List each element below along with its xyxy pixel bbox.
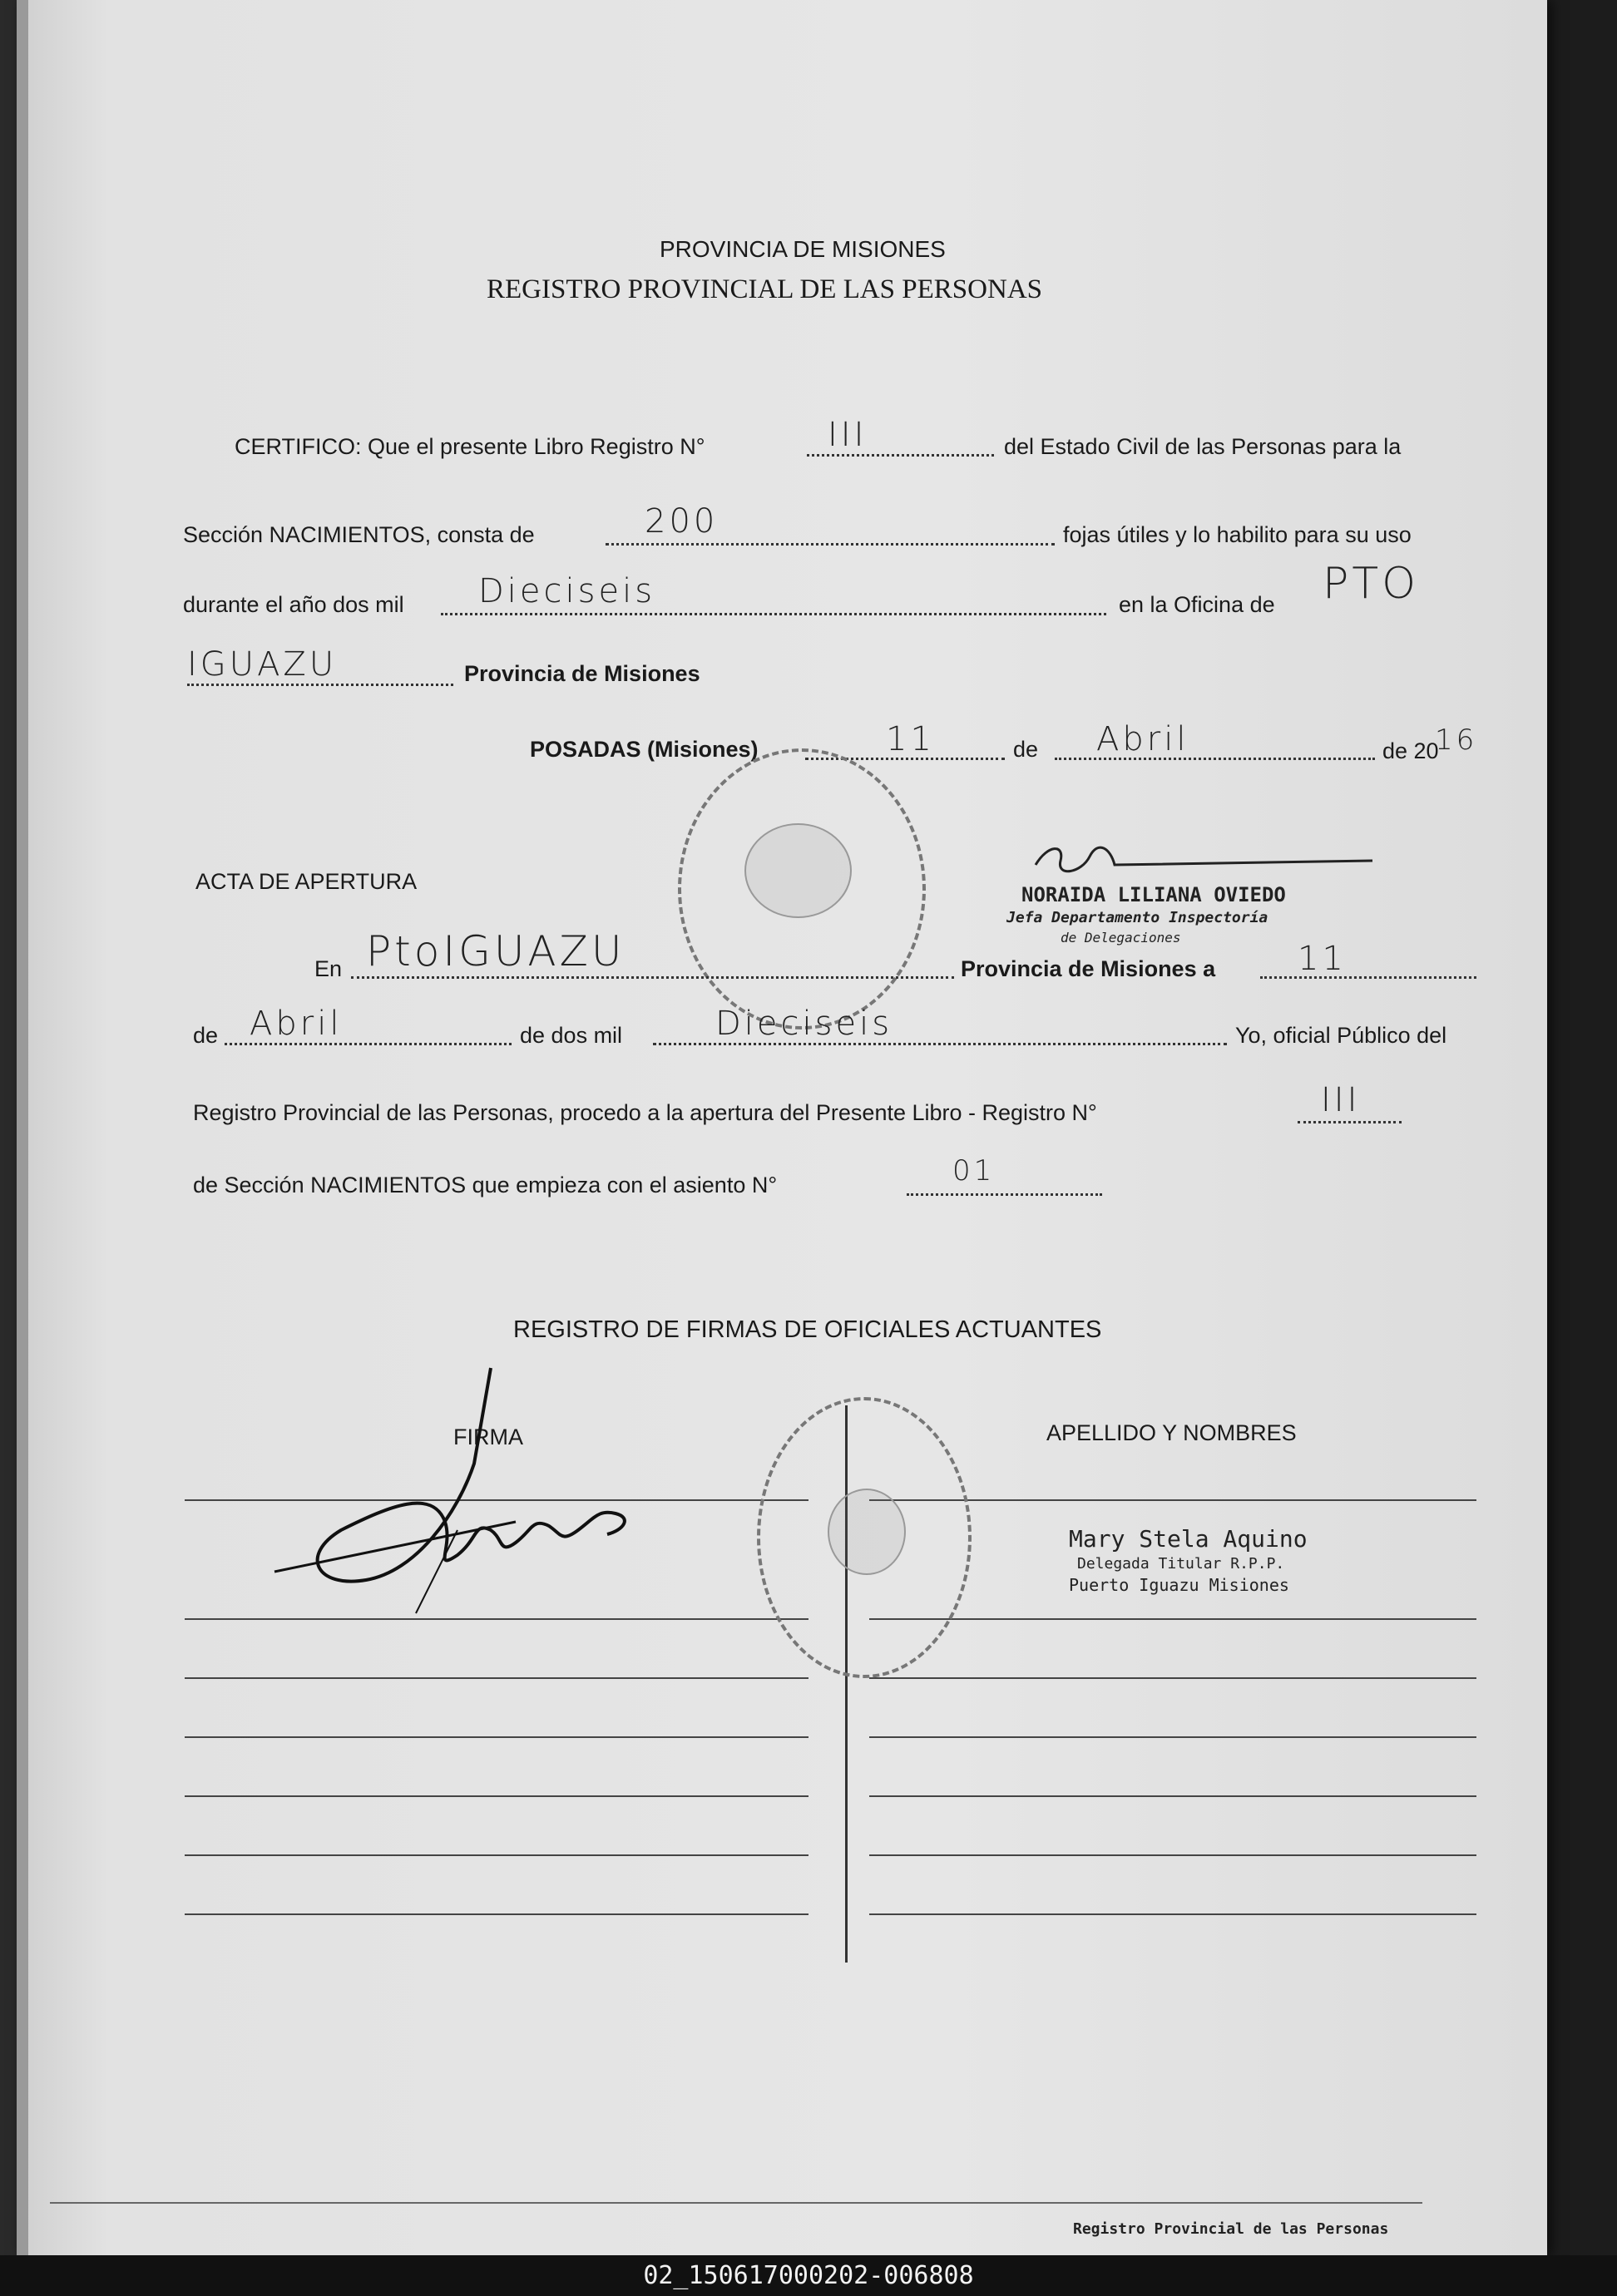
sig-line-right-7	[869, 1913, 1476, 1915]
acta-provincia: Provincia de Misiones a	[961, 956, 1216, 981]
signatures-title: REGISTRO DE FIRMAS DE OFICIALES ACTUANTES	[513, 1316, 1102, 1343]
oviedo-stamp-name: NORAIDA LILIANA OVIEDO	[1021, 883, 1286, 906]
cert-office-value-2: IGUAZU	[187, 645, 338, 684]
acta-day-value: 11	[1298, 940, 1347, 978]
sig-line-right-3	[869, 1677, 1476, 1679]
acta-title: ACTA DE APERTURA	[195, 869, 418, 894]
acta-en: En	[314, 956, 343, 981]
round-seal-bottom-emblem	[828, 1489, 906, 1575]
cert-date-de2: de 20	[1382, 738, 1439, 763]
official-signature	[266, 1364, 649, 1630]
oviedo-signature	[1031, 840, 1381, 881]
cert-date-month: Abril	[1096, 720, 1189, 758]
cert-date-place: POSADAS (Misiones)	[530, 737, 759, 762]
bottom-strip-text: Registro Provincial de las Personas	[1073, 2220, 1389, 2238]
acta-seccion-text: de Sección NACIMIENTOS que empieza con el asiento N°	[193, 1173, 778, 1197]
acta-place-value: PtoIGUAZU	[366, 927, 626, 975]
aquino-stamp-name: Mary Stela Aquino	[1069, 1525, 1308, 1553]
page-binding-edge	[17, 0, 28, 2255]
cert-line2-dots	[606, 541, 1055, 546]
sig-line-left-5	[185, 1795, 808, 1797]
sig-line-left-7	[185, 1913, 808, 1915]
acta-day-dots	[1260, 975, 1476, 979]
background-right	[1547, 0, 1617, 2296]
cert-line4-dots	[187, 682, 453, 686]
acta-yo-oficial: Yo, oficial Público del	[1235, 1023, 1447, 1048]
cert-line2-a: Sección NACIMIENTOS, consta de	[183, 522, 535, 547]
cert-year-value: Dieciseis	[478, 572, 656, 610]
acta-libro-dots	[1298, 1119, 1402, 1123]
sig-line-right-5	[869, 1795, 1476, 1797]
cert-line4-b: Provincia de Misiones	[464, 661, 700, 686]
cert-office-value: PTO	[1323, 559, 1420, 609]
sig-line-right-2	[869, 1618, 1476, 1620]
acta-libro-value: III	[1321, 1081, 1361, 1119]
acta-registro-text: Registro Provincial de las Personas, procedo a la apertura del Presente Libro - Registro N°	[193, 1100, 1097, 1125]
sig-line-right-6	[869, 1854, 1476, 1856]
aquino-stamp-place: Puerto Iguazu Misiones	[1069, 1575, 1289, 1595]
acta-month-value: Abril	[250, 1005, 343, 1043]
signatures-col-firma: FIRMA	[453, 1425, 523, 1449]
cert-line1-a: CERTIFICO: Que el presente Libro Registro N°	[235, 434, 705, 459]
sig-line-left-3	[185, 1677, 808, 1679]
cert-date-year: 16	[1435, 723, 1478, 757]
acta-asiento-value: 01	[952, 1154, 996, 1188]
acta-asiento-dots	[907, 1192, 1102, 1196]
cert-libro-number: III	[828, 416, 868, 454]
oviedo-stamp-line1: Jefa Departamento Inspectoría	[1006, 909, 1268, 926]
cert-date-de1: de	[1013, 737, 1039, 762]
aquino-stamp-role: Delegada Titular R.P.P.	[1077, 1555, 1285, 1573]
footer-code-bar	[0, 2255, 1617, 2296]
sig-line-left-6	[185, 1854, 808, 1856]
cert-line1-b: del Estado Civil de las Personas para la	[1004, 434, 1402, 459]
oviedo-stamp-line2: de Delegaciones	[1061, 930, 1181, 946]
cert-line3-a: durante el año dos mil	[183, 592, 404, 617]
cert-date-day: 11	[886, 720, 935, 758]
acta-de1: de	[193, 1023, 219, 1048]
footer-code: 02_150617000202-006808	[643, 2261, 974, 2290]
cert-line3-b: en la Oficina de	[1119, 592, 1275, 617]
sig-line-left-4	[185, 1736, 808, 1738]
acta-de-dos-mil: de dos mil	[520, 1023, 623, 1048]
header-province: PROVINCIA DE MISIONES	[660, 236, 946, 262]
header-registry: REGISTRO PROVINCIAL DE LAS PERSONAS	[487, 274, 1043, 304]
cert-fojas-value: 200	[645, 502, 719, 541]
cert-line2-b: fojas útiles y lo habilito para su uso	[1063, 522, 1412, 547]
sig-line-right-4	[869, 1736, 1476, 1738]
cert-line3-dots	[441, 611, 1106, 615]
acta-year-value: Dieciseis	[715, 1005, 893, 1043]
bottom-page-edge	[50, 2202, 1422, 2204]
signatures-col-nombres: APELLIDO Y NOMBRES	[1046, 1420, 1297, 1445]
round-seal-top-emblem	[744, 823, 852, 918]
document-page	[17, 0, 1547, 2255]
